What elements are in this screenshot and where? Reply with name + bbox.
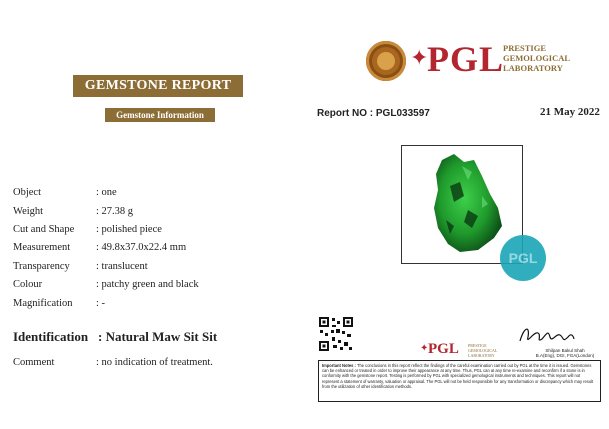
lab-name <box>503 43 570 73</box>
signer-credentials: B.A(Eng), DGI, FGA(London) <box>535 353 595 358</box>
pgl-watermark: PGL <box>500 235 546 281</box>
field-label: Cut and Shape <box>13 224 75 235</box>
field-value: : 49.8x37.0x22.4 mm <box>96 242 187 253</box>
field-label: Object <box>13 187 41 198</box>
field-label: Colour <box>13 279 43 290</box>
report-title: GEMSTONE REPORT <box>73 75 243 97</box>
field-value: : Natural Maw Sit Sit <box>98 329 218 344</box>
field-value: : polished piece <box>96 224 162 235</box>
sparkle-icon: ✦ <box>410 45 429 70</box>
report-date: 21 May 2022 <box>540 106 600 118</box>
qr-code-icon <box>318 316 354 352</box>
lab-name-line: PRESTIGE <box>503 43 546 53</box>
footer-logo-text: PGL <box>428 341 459 357</box>
field-label: Measurement <box>13 242 71 253</box>
lab-name-line: LABORATORY <box>503 63 563 73</box>
lab-name-line: LABORATORY <box>468 353 495 358</box>
pgl-logo: PGL <box>427 39 505 79</box>
field-value: : one <box>96 187 117 198</box>
important-notes <box>318 360 601 402</box>
footer-lab-name <box>468 343 497 358</box>
field-value: : 27.38 g <box>96 206 134 217</box>
report-subtitle: Gemstone Information <box>105 108 215 122</box>
field-value: : translucent <box>96 261 148 272</box>
notes-label: Important Notes : <box>322 363 356 368</box>
lab-name-line: GEMOLOGICAL <box>503 53 571 63</box>
sparkle-icon: ✦ <box>420 343 429 354</box>
field-value: : no indication of treatment. <box>96 357 213 368</box>
notes-text: The conclusions in this report reflect the findings of the careful examination carried out by PGL at the time it is issued. Gemstones can be enhanced or treated in order to improve their appearance at any time. Thus, PGL can at any time re-examine and reconfirm if a stone is in conformity with the gemstone report. Testing is performed by PGL with specialized gemological instruments and techniques. This report will not represent a statement of warranty, valuation or appraisal. The PGL will not be held responsible for any transformation or discrepancy which may result from the utilization of other identification methods. <box>322 363 594 389</box>
field-label: Weight <box>13 206 44 217</box>
field-value: : patchy green and black <box>96 279 199 290</box>
signer-name: Shilpan Bakul Shah <box>545 348 585 353</box>
lab-name-line: GEMOLOGICAL <box>468 348 498 353</box>
pgl-seal-icon <box>366 41 406 81</box>
field-label: Identification <box>13 329 89 344</box>
field-value: : - <box>96 298 106 309</box>
signature-image <box>516 323 576 347</box>
field-label: Transparency <box>13 261 70 272</box>
lab-name-line: PRESTIGE <box>468 343 487 348</box>
report-number: Report NO : PGL033597 <box>317 108 430 119</box>
field-label: Magnification <box>13 298 73 309</box>
signer-block <box>520 348 609 358</box>
field-label: Comment <box>13 357 55 368</box>
